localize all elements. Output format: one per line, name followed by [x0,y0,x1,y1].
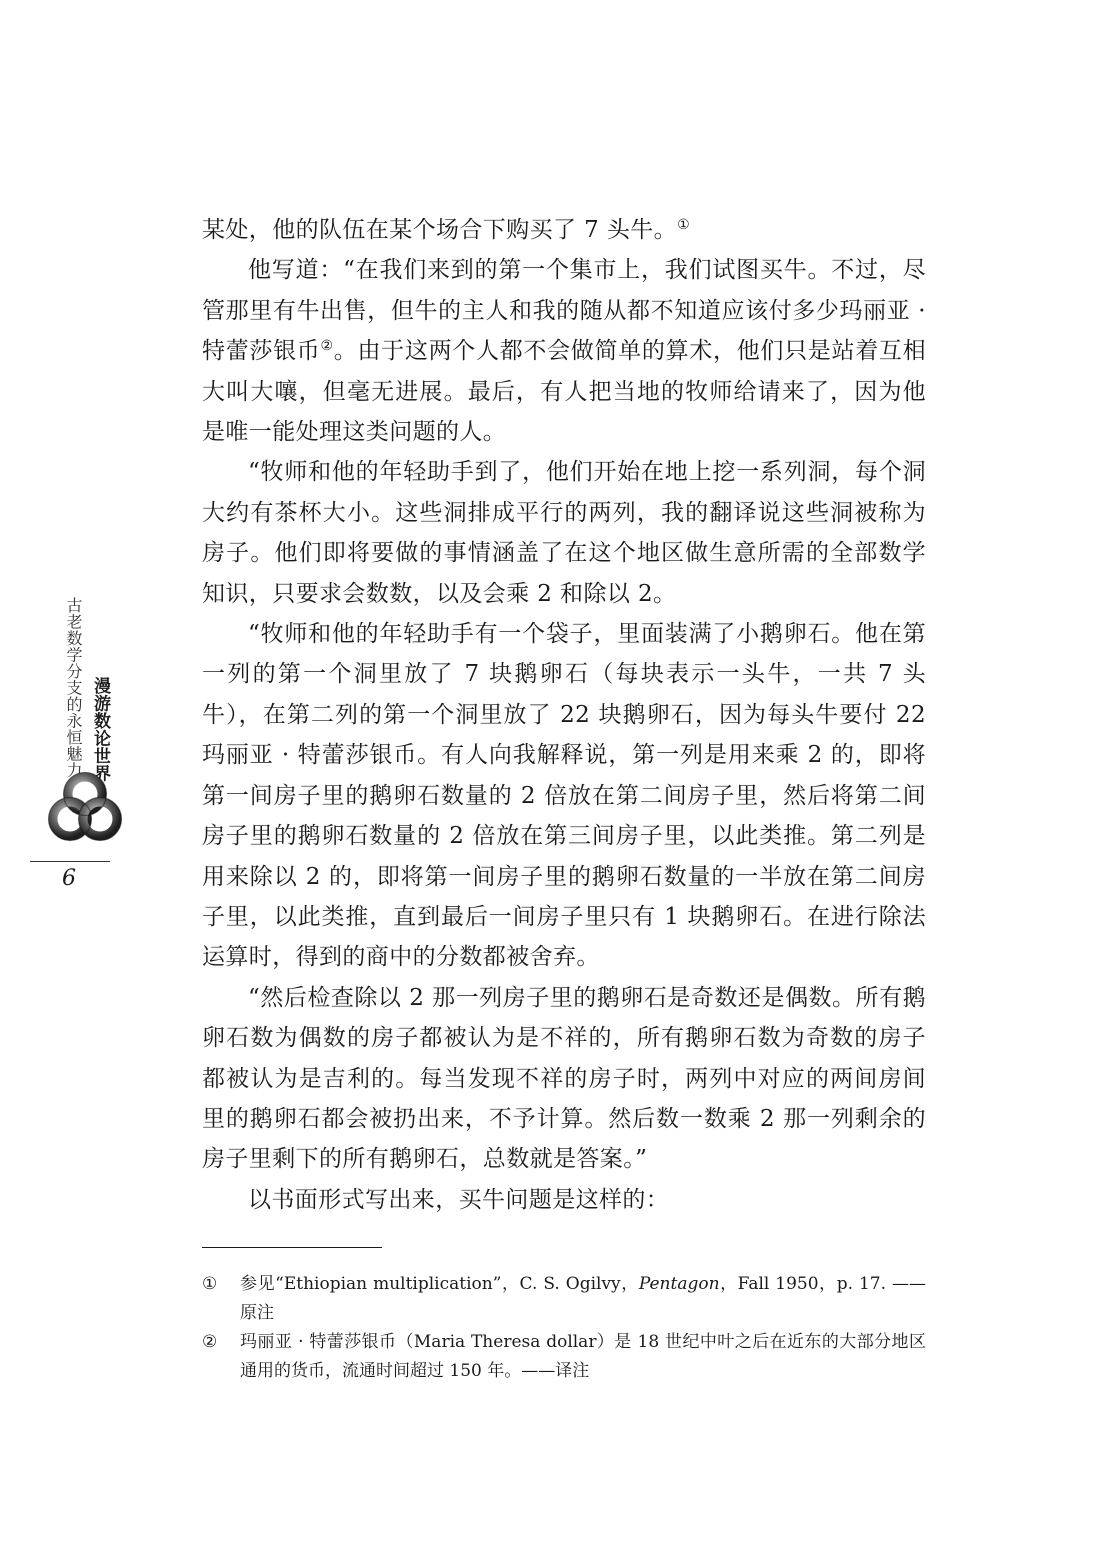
footnote-divider [202,1247,382,1248]
footnotes [202,1270,926,1386]
main-text [202,210,926,1220]
paragraph-1 [202,210,926,250]
paragraph-2-text-b: 。由于这两个人都不会做简单的算术，他们只是站着互相大叫大嚷，但毫无进展。最后，有人把当地的牧师给请来了，因为他是唯一能处理这类问题的人。 [202,338,927,446]
footnote-1-mark: ① [202,1274,218,1294]
footnote-1 [202,1270,926,1328]
paragraph-3: “牧师和他的年轻助手到了，他们开始在地上挖一系列洞，每个洞大约有茶杯大小。这些洞排成平行的两列，我的翻译说这些洞被称为房子。他们即将要做的事情涵盖了在这个地区做生意所需的全部数学知识，只要求会数数，以及会乘 2 和除以 2。 [202,459,926,607]
footnote-2-mark: ② [202,1332,218,1352]
footnote-2-text: 玛丽亚 · 特蕾莎银币（Maria Theresa dollar）是 18 世纪中叶之后在近东的大部分地区通用的货币，流通时间超过 150 年。——译注 [240,1332,926,1381]
footnote-1-text [240,1270,926,1328]
paragraph-2-text-a: 他写道：“在我们来到的第一个集市上，我们试图买牛。不过，尽管那里有牛出售，但牛的主人和我的随从都不知道应该付多少玛丽亚 · 特蕾莎银币 [202,257,926,365]
paragraph-6: 以书面形式写出来，买牛问题是这样的： [248,1186,670,1213]
paragraph-5: “然后检查除以 2 那一列房子里的鹅卵石是奇数还是偶数。所有鹅卵石数为偶数的房子都被认为是不祥的，所有鹅卵石数为奇数的房子都被认为是吉利的。每当发现不祥的房子时，两列中对应的两间房间里的鹅卵石都会被扔出来，不予计算。然后数一数乘 2 那一列剩余的房子里剩下的所有鹅卵石，总数就是答案。” [202,984,926,1173]
footnote-1-text-b: ，Fall 1950，p. 17. ——原注 [240,1274,926,1323]
trefoil-knot-logo-icon [46,770,124,844]
series-sidebar [48,597,118,897]
page-number: 6 [62,866,76,891]
footnote-ref-2[interactable]: ② [320,338,334,355]
footnote-2 [202,1328,926,1386]
sidebar-divider [30,861,110,862]
footnote-ref-1[interactable]: ① [677,217,691,233]
footnote-1-journal: Pentagon [638,1274,720,1294]
series-subtitle: 古老数学分支的永恒魅力 [64,597,83,779]
series-title: 漫游数论世界 [90,677,110,782]
paragraph-4: “牧师和他的年轻助手有一个袋子，里面装满了小鹅卵石。他在第一列的第一个洞里放了 7 块鹅卵石（每块表示一头牛，一共 7 头牛），在第二列的第一个洞里放了 22 块鹅卵石，因为每头牛要付 22 玛丽亚 · 特蕾莎银币。有人向我解释说，第一列是用来乘 2 的，即将第一间房子里的鹅卵石数量的 2 倍放在第二间房子里，然后将第二间房子里的鹅卵石数量的 2 倍放在第三间房子里，以此类推。第二列是用来除以 2 的，即将第一间房子里的鹅卵石数量的一半放在第二间房子里，以此类推，直到最后一间房子里只有 1 块鹅卵石。在进行除法运算时，得到的商中的分数都被舍弃。 [202,621,926,971]
paragraph-2 [202,250,926,452]
footnote-1-text-a: 参见“Ethiopian multiplication”，C. S. Ogilvy， [240,1274,639,1294]
paragraph-1-text: 某处，他的队伍在某个场合下购买了 7 头牛。 [202,217,678,243]
